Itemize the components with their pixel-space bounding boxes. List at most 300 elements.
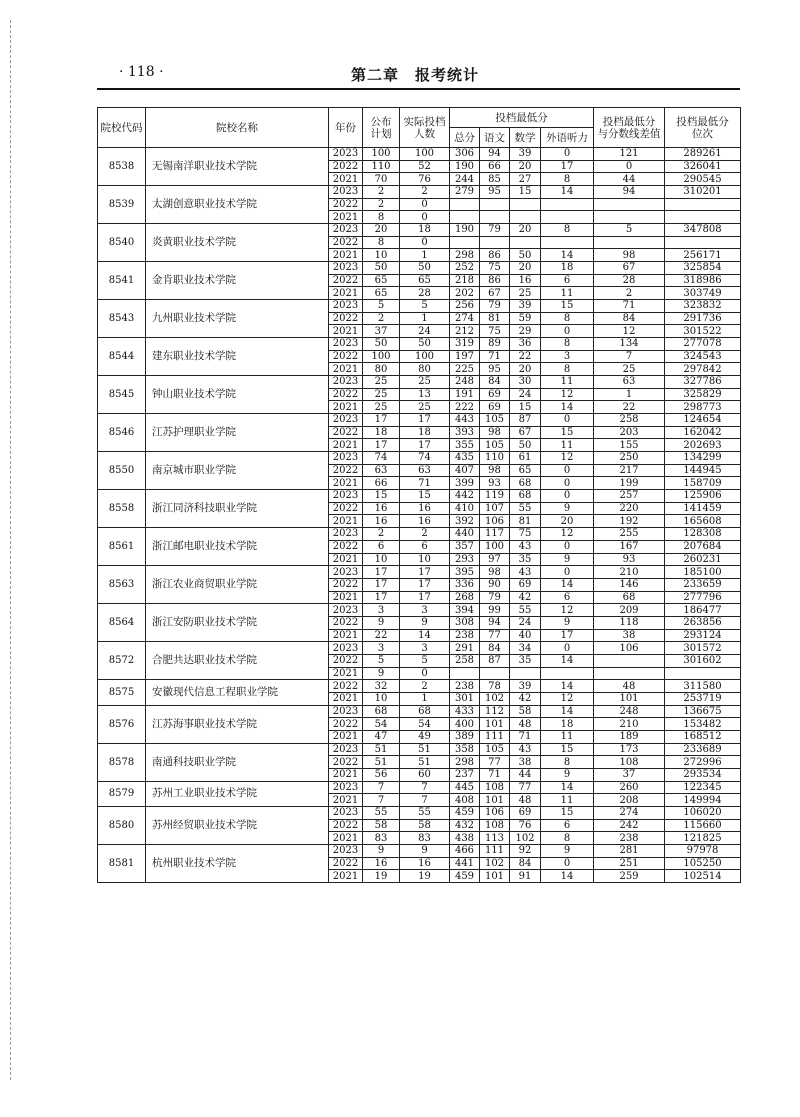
cell-year: 2022 xyxy=(329,857,363,870)
cell-diff: 238 xyxy=(594,832,665,845)
cell-plan: 17 xyxy=(363,566,400,579)
cell-math: 38 xyxy=(510,756,541,769)
cell-diff: 71 xyxy=(594,300,665,313)
cell-admitted: 60 xyxy=(400,768,450,781)
school-code: 8580 xyxy=(98,806,146,844)
cell-rank: 298773 xyxy=(665,401,741,414)
cell-admitted: 63 xyxy=(400,464,450,477)
cell-diff: 106 xyxy=(594,642,665,655)
cell-listening xyxy=(541,667,594,680)
cell-year: 2023 xyxy=(329,781,363,794)
table-row xyxy=(98,642,741,655)
cell-rank: 293534 xyxy=(665,768,741,781)
cell-chinese: 97 xyxy=(480,553,510,566)
cell-plan: 47 xyxy=(363,730,400,743)
school-code: 8538 xyxy=(98,148,146,186)
school-code: 8544 xyxy=(98,338,146,376)
cell-admitted: 100 xyxy=(400,350,450,363)
cell-listening: 9 xyxy=(541,502,594,515)
school-code: 8546 xyxy=(98,414,146,452)
school-name: 南通科技职业学院 xyxy=(146,743,329,781)
cell-math: 44 xyxy=(510,768,541,781)
cell-admitted: 18 xyxy=(400,426,450,439)
cell-chinese: 108 xyxy=(480,781,510,794)
cell-total: 438 xyxy=(450,832,480,845)
cell-total: 440 xyxy=(450,528,480,541)
cell-year: 2022 xyxy=(329,680,363,693)
cell-year: 2022 xyxy=(329,578,363,591)
cell-chinese: 98 xyxy=(480,426,510,439)
cell-diff: 203 xyxy=(594,426,665,439)
cell-chinese: 94 xyxy=(480,148,510,161)
cell-plan: 2 xyxy=(363,198,400,211)
cell-rank: 102514 xyxy=(665,870,741,883)
cell-chinese: 89 xyxy=(480,338,510,351)
school-name: 安徽现代信息工程职业学院 xyxy=(146,680,329,705)
cell-diff: 28 xyxy=(594,274,665,287)
cell-listening: 8 xyxy=(541,224,594,237)
cell-listening: 14 xyxy=(541,186,594,199)
cell-diff: 98 xyxy=(594,249,665,262)
cell-listening: 12 xyxy=(541,528,594,541)
cell-admitted: 100 xyxy=(400,148,450,161)
cell-math: 48 xyxy=(510,718,541,731)
cell-diff: 134 xyxy=(594,338,665,351)
cell-diff xyxy=(594,667,665,680)
cell-total: 445 xyxy=(450,781,480,794)
cell-chinese: 79 xyxy=(480,224,510,237)
cell-plan: 80 xyxy=(363,363,400,376)
cell-total: 319 xyxy=(450,338,480,351)
cell-math: 20 xyxy=(510,160,541,173)
cell-plan: 17 xyxy=(363,591,400,604)
cell-year: 2021 xyxy=(329,629,363,642)
cell-chinese: 105 xyxy=(480,439,510,452)
cell-total: 441 xyxy=(450,857,480,870)
cell-plan: 2 xyxy=(363,186,400,199)
cell-plan: 50 xyxy=(363,262,400,275)
cell-plan: 8 xyxy=(363,211,400,224)
cell-plan: 6 xyxy=(363,540,400,553)
cell-diff: 242 xyxy=(594,819,665,832)
cell-total: 197 xyxy=(450,350,480,363)
table-row xyxy=(98,414,741,427)
col-header-chinese: 语文 xyxy=(480,128,510,148)
table-row xyxy=(98,148,741,161)
cell-rank: 277078 xyxy=(665,338,741,351)
school-name: 建东职业技术学院 xyxy=(146,338,329,376)
school-name: 炎黄职业技术学院 xyxy=(146,224,329,262)
cell-chinese: 85 xyxy=(480,173,510,186)
cell-math: 29 xyxy=(510,325,541,338)
col-header-total: 总分 xyxy=(450,128,480,148)
cell-total xyxy=(450,667,480,680)
cell-chinese: 102 xyxy=(480,692,510,705)
cell-rank: 324543 xyxy=(665,350,741,363)
cell-rank: 207684 xyxy=(665,540,741,553)
cell-admitted: 83 xyxy=(400,832,450,845)
cell-chinese: 78 xyxy=(480,680,510,693)
cell-admitted: 5 xyxy=(400,654,450,667)
cell-listening: 15 xyxy=(541,300,594,313)
cell-math: 68 xyxy=(510,490,541,503)
cell-listening: 20 xyxy=(541,515,594,528)
cell-year: 2023 xyxy=(329,300,363,313)
cell-math: 91 xyxy=(510,870,541,883)
cell-plan: 16 xyxy=(363,857,400,870)
cell-listening: 12 xyxy=(541,452,594,465)
cell-admitted: 51 xyxy=(400,743,450,756)
cell-total xyxy=(450,236,480,249)
cell-math: 40 xyxy=(510,629,541,642)
cell-diff: 68 xyxy=(594,591,665,604)
cell-listening: 0 xyxy=(541,464,594,477)
cell-total: 190 xyxy=(450,160,480,173)
cell-total: 433 xyxy=(450,705,480,718)
cell-listening: 14 xyxy=(541,705,594,718)
cell-admitted: 18 xyxy=(400,224,450,237)
cell-admitted: 50 xyxy=(400,262,450,275)
cell-listening: 8 xyxy=(541,363,594,376)
cell-chinese: 110 xyxy=(480,452,510,465)
cell-plan: 5 xyxy=(363,654,400,667)
cell-diff: 210 xyxy=(594,718,665,731)
cell-rank: 260231 xyxy=(665,553,741,566)
cell-rank: 325854 xyxy=(665,262,741,275)
cell-math: 65 xyxy=(510,464,541,477)
cell-rank: 310201 xyxy=(665,186,741,199)
table-row xyxy=(98,806,741,819)
cell-rank: 185100 xyxy=(665,566,741,579)
cell-total: 395 xyxy=(450,566,480,579)
cell-admitted: 58 xyxy=(400,819,450,832)
cell-year: 2022 xyxy=(329,502,363,515)
cell-rank: 326041 xyxy=(665,160,741,173)
cell-plan: 9 xyxy=(363,616,400,629)
cell-chinese: 69 xyxy=(480,401,510,414)
cell-year: 2021 xyxy=(329,211,363,224)
cell-chinese: 106 xyxy=(480,515,510,528)
cell-listening: 17 xyxy=(541,160,594,173)
cell-diff: 209 xyxy=(594,604,665,617)
cell-rank: 291736 xyxy=(665,312,741,325)
table-row xyxy=(98,224,741,237)
cell-total: 190 xyxy=(450,224,480,237)
cell-chinese: 77 xyxy=(480,756,510,769)
cell-total: 408 xyxy=(450,794,480,807)
cell-year: 2021 xyxy=(329,287,363,300)
cell-year: 2021 xyxy=(329,832,363,845)
cell-math: 55 xyxy=(510,604,541,617)
table-header xyxy=(98,108,741,148)
cell-diff xyxy=(594,236,665,249)
cell-plan: 51 xyxy=(363,743,400,756)
cell-admitted: 65 xyxy=(400,274,450,287)
cell-math: 20 xyxy=(510,262,541,275)
cell-admitted: 50 xyxy=(400,338,450,351)
cell-admitted: 17 xyxy=(400,414,450,427)
cell-chinese: 101 xyxy=(480,870,510,883)
cell-plan: 22 xyxy=(363,629,400,642)
cell-rank: 141459 xyxy=(665,502,741,515)
cell-plan: 100 xyxy=(363,148,400,161)
cell-diff: 258 xyxy=(594,414,665,427)
cell-chinese: 87 xyxy=(480,654,510,667)
cell-year: 2021 xyxy=(329,401,363,414)
cell-chinese: 90 xyxy=(480,578,510,591)
cell-total: 298 xyxy=(450,756,480,769)
cell-year: 2022 xyxy=(329,616,363,629)
cell-diff: 217 xyxy=(594,464,665,477)
cell-chinese: 111 xyxy=(480,844,510,857)
cell-listening: 0 xyxy=(541,857,594,870)
school-name: 浙江农业商贸职业学院 xyxy=(146,566,329,604)
cell-plan: 10 xyxy=(363,692,400,705)
col-header-name: 院校名称 xyxy=(146,108,329,148)
cell-admitted: 6 xyxy=(400,540,450,553)
admission-stats-table xyxy=(97,107,741,883)
cell-chinese: 84 xyxy=(480,642,510,655)
cell-diff: 84 xyxy=(594,312,665,325)
cell-rank: 301602 xyxy=(665,654,741,667)
cell-listening: 15 xyxy=(541,806,594,819)
cell-plan: 83 xyxy=(363,832,400,845)
cell-plan: 25 xyxy=(363,401,400,414)
cell-plan: 17 xyxy=(363,414,400,427)
cell-plan: 110 xyxy=(363,160,400,173)
cell-plan: 7 xyxy=(363,794,400,807)
cell-math: 43 xyxy=(510,743,541,756)
cell-total: 466 xyxy=(450,844,480,857)
school-name: 苏州工业职业技术学院 xyxy=(146,781,329,806)
binding-margin-line xyxy=(10,20,11,1080)
cell-diff: 93 xyxy=(594,553,665,566)
cell-plan: 10 xyxy=(363,249,400,262)
cell-year: 2023 xyxy=(329,528,363,541)
cell-year: 2022 xyxy=(329,756,363,769)
cell-year: 2023 xyxy=(329,186,363,199)
cell-year: 2021 xyxy=(329,439,363,452)
cell-diff: 257 xyxy=(594,490,665,503)
cell-math: 87 xyxy=(510,414,541,427)
cell-math: 27 xyxy=(510,173,541,186)
cell-year: 2021 xyxy=(329,692,363,705)
cell-total: 308 xyxy=(450,616,480,629)
cell-chinese: 117 xyxy=(480,528,510,541)
cell-rank: 125906 xyxy=(665,490,741,503)
cell-admitted: 51 xyxy=(400,756,450,769)
cell-plan: 65 xyxy=(363,274,400,287)
cell-rank: 263856 xyxy=(665,616,741,629)
school-name: 金肯职业技术学院 xyxy=(146,262,329,300)
cell-math: 76 xyxy=(510,819,541,832)
cell-admitted: 17 xyxy=(400,578,450,591)
cell-admitted: 3 xyxy=(400,642,450,655)
cell-listening: 6 xyxy=(541,274,594,287)
cell-listening: 9 xyxy=(541,553,594,566)
cell-total: 459 xyxy=(450,870,480,883)
cell-diff: 7 xyxy=(594,350,665,363)
cell-admitted: 49 xyxy=(400,730,450,743)
cell-diff: 199 xyxy=(594,477,665,490)
cell-plan: 58 xyxy=(363,819,400,832)
cell-total: 301 xyxy=(450,692,480,705)
table-row xyxy=(98,528,741,541)
cell-listening: 11 xyxy=(541,376,594,389)
cell-year: 2022 xyxy=(329,312,363,325)
cell-math: 69 xyxy=(510,578,541,591)
cell-plan: 32 xyxy=(363,680,400,693)
cell-total: 244 xyxy=(450,173,480,186)
table-row xyxy=(98,705,741,718)
cell-chinese xyxy=(480,236,510,249)
table-row xyxy=(98,680,741,693)
cell-math: 24 xyxy=(510,388,541,401)
cell-diff: 255 xyxy=(594,528,665,541)
school-code: 8581 xyxy=(98,844,146,882)
cell-chinese: 101 xyxy=(480,718,510,731)
school-name: 浙江安防职业技术学院 xyxy=(146,604,329,642)
cell-total: 274 xyxy=(450,312,480,325)
cell-listening: 14 xyxy=(541,654,594,667)
cell-chinese: 81 xyxy=(480,312,510,325)
cell-rank: 168512 xyxy=(665,730,741,743)
cell-rank: 293124 xyxy=(665,629,741,642)
cell-total: 393 xyxy=(450,426,480,439)
cell-listening: 0 xyxy=(541,540,594,553)
cell-listening: 14 xyxy=(541,578,594,591)
cell-diff xyxy=(594,198,665,211)
cell-chinese: 75 xyxy=(480,325,510,338)
cell-chinese: 100 xyxy=(480,540,510,553)
cell-rank: 325829 xyxy=(665,388,741,401)
cell-math: 50 xyxy=(510,249,541,262)
cell-rank: 303749 xyxy=(665,287,741,300)
cell-admitted: 1 xyxy=(400,312,450,325)
cell-diff: 121 xyxy=(594,148,665,161)
cell-admitted: 74 xyxy=(400,452,450,465)
cell-year: 2022 xyxy=(329,654,363,667)
cell-total: 237 xyxy=(450,768,480,781)
cell-listening: 9 xyxy=(541,768,594,781)
cell-rank: 301522 xyxy=(665,325,741,338)
school-name: 太湖创意职业技术学院 xyxy=(146,186,329,224)
table-row xyxy=(98,566,741,579)
cell-year: 2021 xyxy=(329,325,363,338)
school-code: 8578 xyxy=(98,743,146,781)
cell-rank: 165608 xyxy=(665,515,741,528)
cell-rank: 318986 xyxy=(665,274,741,287)
cell-math: 20 xyxy=(510,363,541,376)
cell-year: 2021 xyxy=(329,591,363,604)
cell-plan: 10 xyxy=(363,553,400,566)
cell-admitted: 24 xyxy=(400,325,450,338)
cell-total: 238 xyxy=(450,680,480,693)
cell-diff: 192 xyxy=(594,515,665,528)
cell-total: 212 xyxy=(450,325,480,338)
cell-chinese xyxy=(480,211,510,224)
cell-year: 2023 xyxy=(329,604,363,617)
cell-diff: 250 xyxy=(594,452,665,465)
cell-rank: 233659 xyxy=(665,578,741,591)
cell-admitted: 16 xyxy=(400,502,450,515)
cell-diff: 101 xyxy=(594,692,665,705)
table-body xyxy=(98,148,741,883)
cell-math: 102 xyxy=(510,832,541,845)
cell-plan: 9 xyxy=(363,667,400,680)
cell-year: 2021 xyxy=(329,768,363,781)
cell-admitted: 52 xyxy=(400,160,450,173)
cell-math: 58 xyxy=(510,705,541,718)
cell-year: 2021 xyxy=(329,553,363,566)
cell-plan: 3 xyxy=(363,604,400,617)
cell-total: 191 xyxy=(450,388,480,401)
school-name: 钟山职业技术学院 xyxy=(146,376,329,414)
cell-rank: 128308 xyxy=(665,528,741,541)
cell-math xyxy=(510,236,541,249)
school-name: 江苏海事职业技术学院 xyxy=(146,705,329,743)
cell-year: 2022 xyxy=(329,464,363,477)
cell-total: 222 xyxy=(450,401,480,414)
cell-year: 2023 xyxy=(329,705,363,718)
cell-listening: 11 xyxy=(541,439,594,452)
cell-rank: 97978 xyxy=(665,844,741,857)
cell-total: 336 xyxy=(450,578,480,591)
cell-listening: 9 xyxy=(541,616,594,629)
cell-chinese: 86 xyxy=(480,274,510,287)
cell-chinese: 94 xyxy=(480,616,510,629)
cell-plan: 2 xyxy=(363,312,400,325)
school-code: 8564 xyxy=(98,604,146,642)
cell-admitted: 54 xyxy=(400,718,450,731)
cell-diff xyxy=(594,654,665,667)
cell-year: 2023 xyxy=(329,806,363,819)
cell-admitted: 0 xyxy=(400,236,450,249)
cell-total: 218 xyxy=(450,274,480,287)
cell-math: 67 xyxy=(510,426,541,439)
cell-chinese: 101 xyxy=(480,794,510,807)
cell-admitted: 3 xyxy=(400,604,450,617)
cell-year: 2021 xyxy=(329,667,363,680)
cell-rank: 253719 xyxy=(665,692,741,705)
cell-listening: 8 xyxy=(541,832,594,845)
cell-listening: 0 xyxy=(541,414,594,427)
cell-math: 15 xyxy=(510,401,541,414)
cell-math: 30 xyxy=(510,376,541,389)
cell-admitted: 25 xyxy=(400,401,450,414)
cell-plan: 25 xyxy=(363,376,400,389)
cell-listening: 0 xyxy=(541,477,594,490)
cell-math: 84 xyxy=(510,857,541,870)
cell-total: 394 xyxy=(450,604,480,617)
school-code: 8579 xyxy=(98,781,146,806)
cell-plan: 20 xyxy=(363,224,400,237)
cell-plan: 3 xyxy=(363,642,400,655)
cell-year: 2023 xyxy=(329,566,363,579)
cell-admitted: 9 xyxy=(400,616,450,629)
cell-rank: 153482 xyxy=(665,718,741,731)
table-row xyxy=(98,781,741,794)
cell-rank: 327786 xyxy=(665,376,741,389)
cell-math: 22 xyxy=(510,350,541,363)
cell-year: 2022 xyxy=(329,540,363,553)
cell-admitted: 0 xyxy=(400,211,450,224)
cell-plan: 55 xyxy=(363,806,400,819)
cell-rank: 158709 xyxy=(665,477,741,490)
cell-year: 2023 xyxy=(329,262,363,275)
cell-listening: 9 xyxy=(541,844,594,857)
cell-rank: 124654 xyxy=(665,414,741,427)
